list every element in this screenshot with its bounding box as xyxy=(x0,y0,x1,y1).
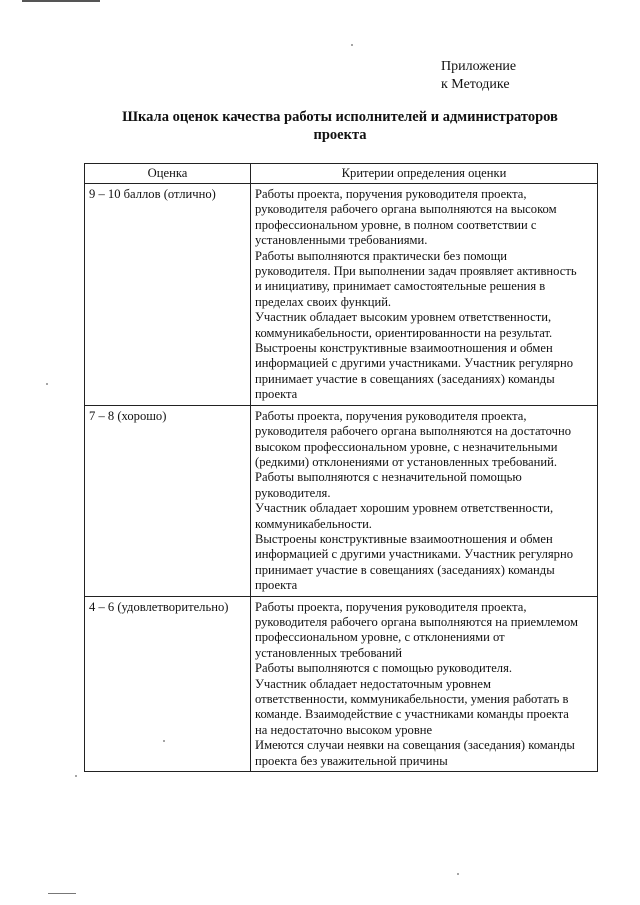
criteria-line: ответственности, коммуникабельности, умения работать в xyxy=(255,692,569,706)
appendix-note xyxy=(441,58,516,93)
scan-speck xyxy=(46,383,48,385)
criteria-line: команде. Взаимодействие с участниками команды проекта xyxy=(255,707,569,722)
table-header-row xyxy=(85,164,598,184)
title-line-1: Шкала оценок качества работы исполнителей и администраторов xyxy=(122,109,558,125)
criteria-line: Участник обладает хорошим уровнем ответственности, xyxy=(255,501,554,516)
criteria-line: Участник обладает недостаточным уровнем xyxy=(255,676,491,691)
criteria-line: принимает участие в совещаниях (заседаниях) команды xyxy=(255,562,555,577)
grade-cell: 4 – 6 (удовлетворительно) xyxy=(85,596,251,771)
document-title xyxy=(100,108,580,144)
criteria-line: и инициативу, принимает самостоятельные решения в xyxy=(255,279,546,294)
appendix-line-2: к Методике xyxy=(441,76,510,92)
criteria-line: информацией с другими участниками. Участник регулярно xyxy=(255,547,574,562)
criteria-line: проекта xyxy=(255,578,298,593)
title-line-2: проекта xyxy=(313,127,367,143)
table-row xyxy=(85,184,598,406)
scan-artifact-bottom xyxy=(48,893,76,894)
criteria-line: Работы проекта, поручения руководителя проекта, xyxy=(255,599,527,614)
criteria-line: Работы выполняются практически без помощи xyxy=(255,248,508,263)
column-header-criteria: Критерии определения оценки xyxy=(251,164,598,184)
criteria-line: профессиональном уровне, с отклонениями от xyxy=(255,630,505,645)
grade-cell: 7 – 8 (хорошо) xyxy=(85,405,251,596)
criteria-line: Работы выполняются с незначительной помощью xyxy=(255,470,522,485)
criteria-line: руководителя. xyxy=(255,485,331,500)
criteria-line: Участник обладает высоким уровнем ответственности, xyxy=(255,310,552,325)
criteria-line: руководителя рабочего органа выполняются на высоком xyxy=(255,202,557,217)
criteria-line: руководителя рабочего органа выполняются на приемлемом xyxy=(255,614,578,629)
scan-artifact-top xyxy=(22,0,100,2)
grading-scale-table xyxy=(84,163,598,772)
criteria-line: установленными требованиями. xyxy=(255,233,428,248)
criteria-cell xyxy=(251,405,598,596)
criteria-line: коммуникабельности, ориентированности на результат. xyxy=(255,325,553,340)
criteria-line: установленных требований xyxy=(255,645,403,660)
criteria-line: профессиональном уровне, в полном соответствии с xyxy=(255,217,537,232)
scan-speck xyxy=(75,775,77,777)
criteria-cell xyxy=(251,596,598,771)
table-row xyxy=(85,596,598,771)
criteria-line: принимает участие в совещаниях (заседаниях) команды xyxy=(255,371,555,386)
table-row xyxy=(85,405,598,596)
criteria-line: Выстроены конструктивные взаимоотношения и обмен xyxy=(255,341,553,356)
criteria-line: коммуникабельности. xyxy=(255,516,372,531)
criteria-line: Имеются случаи неявки на совещания (заседания) команды xyxy=(255,738,575,753)
criteria-line: информацией с другими участниками. Участник регулярно xyxy=(255,356,574,371)
criteria-line: пределах своих функций. xyxy=(255,294,392,309)
criteria-line: высоком профессиональном уровне, с незначительными xyxy=(255,439,558,454)
column-header-grade: Оценка xyxy=(85,164,251,184)
criteria-line: Работы проекта, поручения руководителя проекта, xyxy=(255,187,527,201)
criteria-line: на недостаточно высоком уровне xyxy=(255,722,433,737)
criteria-line: Работы выполняются с помощью руководителя. xyxy=(255,661,513,676)
criteria-line: проекта xyxy=(255,387,298,402)
scan-speck xyxy=(351,44,353,46)
scan-speck xyxy=(457,873,459,875)
criteria-line: Работы проекта, поручения руководителя проекта, xyxy=(255,408,527,423)
criteria-line: руководителя рабочего органа выполняются на достаточно xyxy=(255,424,571,439)
criteria-line: (редкими) отклонениями от установленных требований. xyxy=(255,454,558,469)
appendix-line-1: Приложение xyxy=(441,59,517,74)
criteria-line: проекта без уважительной причины xyxy=(255,753,448,768)
criteria-line: Выстроены конструктивные взаимоотношения и обмен xyxy=(255,531,553,546)
criteria-line: руководителя. При выполнении задач проявляет активность xyxy=(255,264,577,279)
criteria-cell xyxy=(251,184,598,406)
grade-cell: 9 – 10 баллов (отлично) xyxy=(85,184,251,406)
